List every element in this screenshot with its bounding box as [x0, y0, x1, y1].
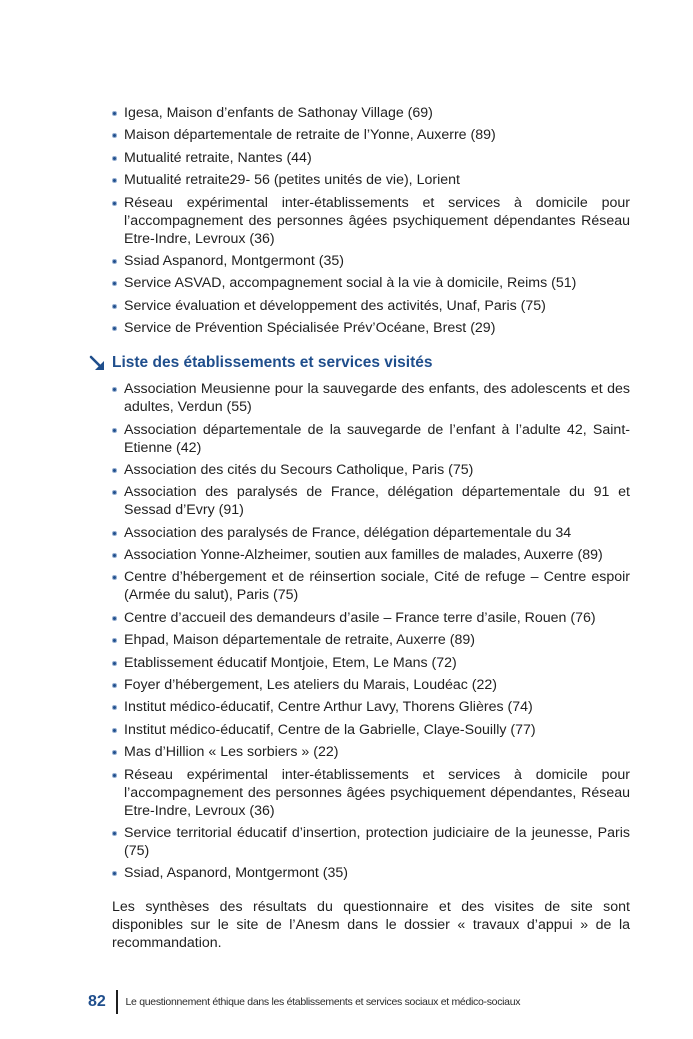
- list-item: [112, 631, 630, 649]
- list-item: [112, 194, 630, 248]
- list-item-text: Institut médico-éducatif, Centre de la Gabrielle, Claye-Souilly (77): [124, 721, 536, 738]
- list-item-text: Mas d’Hillion « Les sorbiers » (22): [124, 744, 339, 761]
- bullet-icon: [112, 156, 117, 161]
- bullet-icon: [112, 683, 117, 688]
- list-item-text: Association des cités du Secours Catholique, Paris (75): [124, 461, 474, 478]
- list-item-text: Association Yonne-Alzheimer, soutien aux familles de malades, Auxerre (89): [124, 547, 603, 564]
- list-item: [112, 864, 630, 882]
- list-item: [112, 676, 630, 694]
- list-item: [112, 252, 630, 270]
- list-item-text: Service évaluation et développement des activités, Unaf, Paris (75): [124, 297, 546, 314]
- footer-divider: [116, 990, 118, 1014]
- page-number: 82: [88, 993, 106, 1010]
- bullet-icon: [112, 387, 117, 392]
- bullet-icon: [112, 259, 117, 264]
- list-item: [112, 568, 630, 604]
- list-item-text: Igesa, Maison d’enfants de Sathonay Village (69): [124, 105, 433, 121]
- bullet-icon: [112, 661, 117, 666]
- section-heading-text: Liste des établissements et services visités: [112, 354, 433, 372]
- list-item: [112, 104, 630, 122]
- list-item-text: Etablissement éducatif Montjoie, Etem, Le Mans (72): [124, 654, 457, 671]
- list-item-text: Ssiad Aspanord, Montgermont (35): [124, 252, 345, 269]
- list-item: [112, 766, 630, 820]
- section-heading: [88, 353, 630, 373]
- bullet-icon: [112, 728, 117, 733]
- list-item: [112, 171, 630, 189]
- list-item-text: Service de Prévention Spécialisée Prév’Océane, Brest (29): [124, 320, 496, 337]
- page-content: [112, 104, 630, 967]
- list-item: [112, 149, 630, 167]
- list-item-text: Association départementale de la sauvegarde de l’enfant à l’adulte 42, Saint-Etienne (42): [124, 421, 630, 456]
- visited-establishments-list: [112, 380, 630, 882]
- list-item-text: Association Meusienne pour la sauvegarde des enfants, des adolescents et des adultes, Verdun (55): [124, 381, 630, 416]
- list-item-text: Réseau expérimental inter-établissements et services à domicile pour l’accompagnement des personnes âgées psychiquement dépendantes, Réseau Etre-Indre, Levroux (36): [124, 766, 630, 819]
- bullet-icon: [112, 111, 117, 116]
- bullet-icon: [112, 281, 117, 286]
- list-item-text: Centre d’hébergement et de réinsertion sociale, Cité de refuge – Centre espoir (Armée du salut), Paris (75): [124, 569, 630, 604]
- list-item: [112, 824, 630, 860]
- list-item: [112, 126, 630, 144]
- list-item: [112, 274, 630, 292]
- list-item: [112, 319, 630, 337]
- organization-list-top: [112, 104, 630, 337]
- list-item: [112, 483, 630, 519]
- bullet-icon: [112, 428, 117, 433]
- bullet-icon: [112, 133, 117, 138]
- list-item: [112, 546, 630, 564]
- list-item-text: Service ASVAD, accompagnement social à la vie à domicile, Reims (51): [124, 275, 577, 292]
- list-item-text: Maison départementale de retraite de l’Yonne, Auxerre (89): [124, 127, 496, 144]
- running-title: Le questionnement éthique dans les établissements et services sociaux et médico-sociaux: [125, 996, 521, 1008]
- list-item: [112, 421, 630, 457]
- arrow-down-right-icon: [88, 354, 108, 374]
- page-footer: [88, 990, 520, 1014]
- bullet-icon: [112, 705, 117, 710]
- bullet-icon: [112, 638, 117, 643]
- list-item: [112, 297, 630, 315]
- bullet-icon: [112, 575, 117, 580]
- list-item: [112, 380, 630, 416]
- bullet-icon: [112, 531, 117, 536]
- list-item: [112, 721, 630, 739]
- list-item: [112, 461, 630, 479]
- bullet-icon: [112, 553, 117, 558]
- bullet-icon: [112, 201, 117, 206]
- bullet-icon: [112, 616, 117, 621]
- list-item-text: Association des paralysés de France, délégation départementale du 34: [124, 524, 572, 541]
- list-item: [112, 654, 630, 672]
- list-item: [112, 743, 630, 761]
- bullet-icon: [112, 773, 117, 778]
- list-item-text: Institut médico-éducatif, Centre Arthur Lavy, Thorens Glières (74): [124, 699, 533, 716]
- list-item-text: Mutualité retraite, Nantes (44): [124, 149, 312, 166]
- list-item-text: Ssiad, Aspanord, Montgermont (35): [124, 865, 348, 882]
- list-item-text: Association des paralysés de France, délégation départementale du 91 et Sessad d’Evry (91): [124, 484, 630, 519]
- list-item-text: Service territorial éducatif d’insertion, protection judiciaire de la jeunesse, Paris (75): [124, 824, 630, 859]
- bullet-icon: [112, 468, 117, 473]
- list-item-text: Ehpad, Maison départementale de retraite, Auxerre (89): [124, 632, 475, 649]
- list-item: [112, 698, 630, 716]
- bullet-icon: [112, 750, 117, 755]
- list-item-text: Réseau expérimental inter-établissements et services à domicile pour l’accompagnement des personnes âgées psychiquement dépendantes Réseau Etre-Indre, Levroux (36): [124, 194, 630, 247]
- bullet-icon: [112, 871, 117, 876]
- bullet-icon: [112, 831, 117, 836]
- list-item: [112, 609, 630, 627]
- bullet-icon: [112, 304, 117, 309]
- list-item: [112, 524, 630, 542]
- bullet-icon: [112, 326, 117, 331]
- list-item-text: Mutualité retraite29- 56 (petites unités de vie), Lorient: [124, 172, 460, 189]
- list-item-text: Centre d’accueil des demandeurs d’asile – France terre d’asile, Rouen (76): [124, 609, 596, 626]
- closing-paragraph: Les synthèses des résultats du questionnaire et des visites de site sont disponibles sur le site de l’Anesm dans le dossier « travaux d’appui » de la recommandation.: [112, 899, 630, 952]
- bullet-icon: [112, 490, 117, 495]
- list-item-text: Foyer d’hébergement, Les ateliers du Marais, Loudéac (22): [124, 677, 498, 694]
- bullet-icon: [112, 178, 117, 183]
